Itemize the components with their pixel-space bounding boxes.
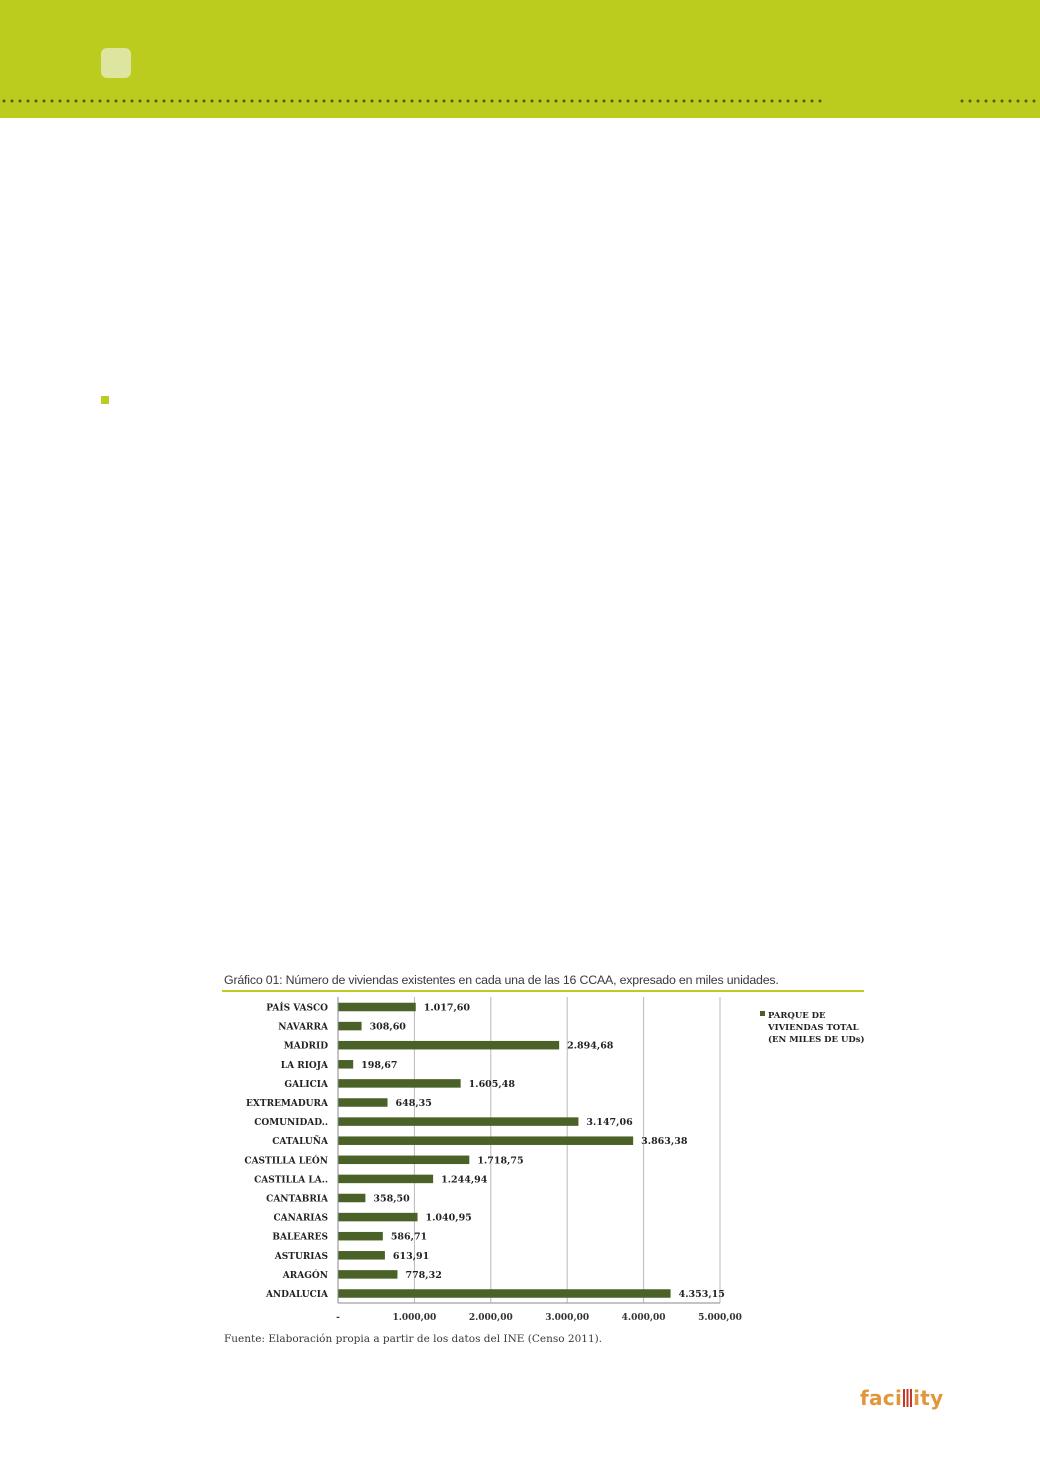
data-label: 778,32 [405,1269,442,1281]
category-label: CANARIAS [273,1213,328,1224]
data-label: 1.244,94 [441,1174,488,1186]
bar [339,1022,362,1031]
facility-logo [860,1386,943,1410]
bar [339,1289,671,1298]
data-label: 1.040,95 [425,1212,472,1224]
category-label: EXTREMADURA [246,1099,328,1109]
category-label: CASTILLA LA.. [254,1175,328,1186]
category-label: COMUNIDAD.. [254,1118,328,1129]
bar [339,1213,418,1222]
data-label: 3.863,38 [641,1136,688,1148]
data-label: 308,60 [369,1021,406,1033]
legend-label: (EN MILES DE UDs) [768,1035,865,1045]
logo-text-left: faci [860,1386,903,1410]
bar [339,1270,398,1279]
chart-title: Gráfico 01: Número de viviendas existentes en cada una de las 16 CCAA, expresado en miles unidades. [224,973,779,987]
bar [339,1003,416,1012]
bar [339,1136,634,1145]
category-label: CANTABRIA [266,1194,328,1205]
x-tick-label: 2.000,00 [468,1313,513,1323]
legend-swatch [760,1011,765,1016]
data-label: 648,35 [395,1098,432,1109]
x-tick-label: 4.000,00 [621,1313,666,1323]
data-label: 1.718,75 [477,1155,524,1167]
bar [339,1175,434,1184]
category-label: ARAGÓN [282,1270,328,1281]
logo-text-right: ity [913,1386,944,1410]
data-label: 358,50 [373,1193,410,1205]
bar [339,1117,579,1126]
category-label: ANDALUCIA [265,1290,328,1300]
category-label: LA RIOJA [280,1060,328,1071]
x-tick-label: - [336,1313,340,1323]
bar [339,1041,560,1050]
category-label: PAÍS VASCO [266,1003,328,1014]
data-label: 1.017,60 [423,1002,471,1014]
bar [339,1098,388,1107]
bar [339,1060,354,1069]
bar [339,1194,366,1203]
category-label: CATALUÑA [272,1137,328,1148]
category-label: NAVARRA [278,1022,328,1033]
data-label: 1.605,48 [468,1078,515,1090]
category-label: CASTILLA LEÓN [244,1156,328,1167]
logo-bars-icon [903,1389,912,1407]
data-label: 198,67 [361,1059,398,1071]
category-label: BALEARES [272,1232,328,1243]
x-tick-label: 3.000,00 [545,1313,590,1323]
bar [339,1079,461,1088]
category-label: ASTURIAS [274,1251,328,1262]
legend-label: VIVIENDAS TOTAL [768,1023,859,1033]
bar [339,1251,385,1260]
chart-source: Fuente: Elaboración propia a partir de los datos del INE (Censo 2011). [224,1333,603,1345]
x-tick-label: 1.000,00 [392,1313,437,1323]
bar [339,1232,383,1241]
data-label: 4.353,15 [678,1289,725,1300]
data-label: 3.147,06 [586,1117,633,1129]
x-tick-label: 5.000,00 [698,1313,742,1323]
data-label: 2.894,68 [567,1040,614,1052]
category-label: MADRID [283,1041,328,1052]
legend-label: PARQUE DE [768,1011,826,1021]
category-label: GALICIA [284,1079,328,1090]
data-label: 586,71 [390,1231,428,1243]
bar [339,1156,470,1165]
data-label: 613,91 [392,1250,430,1262]
